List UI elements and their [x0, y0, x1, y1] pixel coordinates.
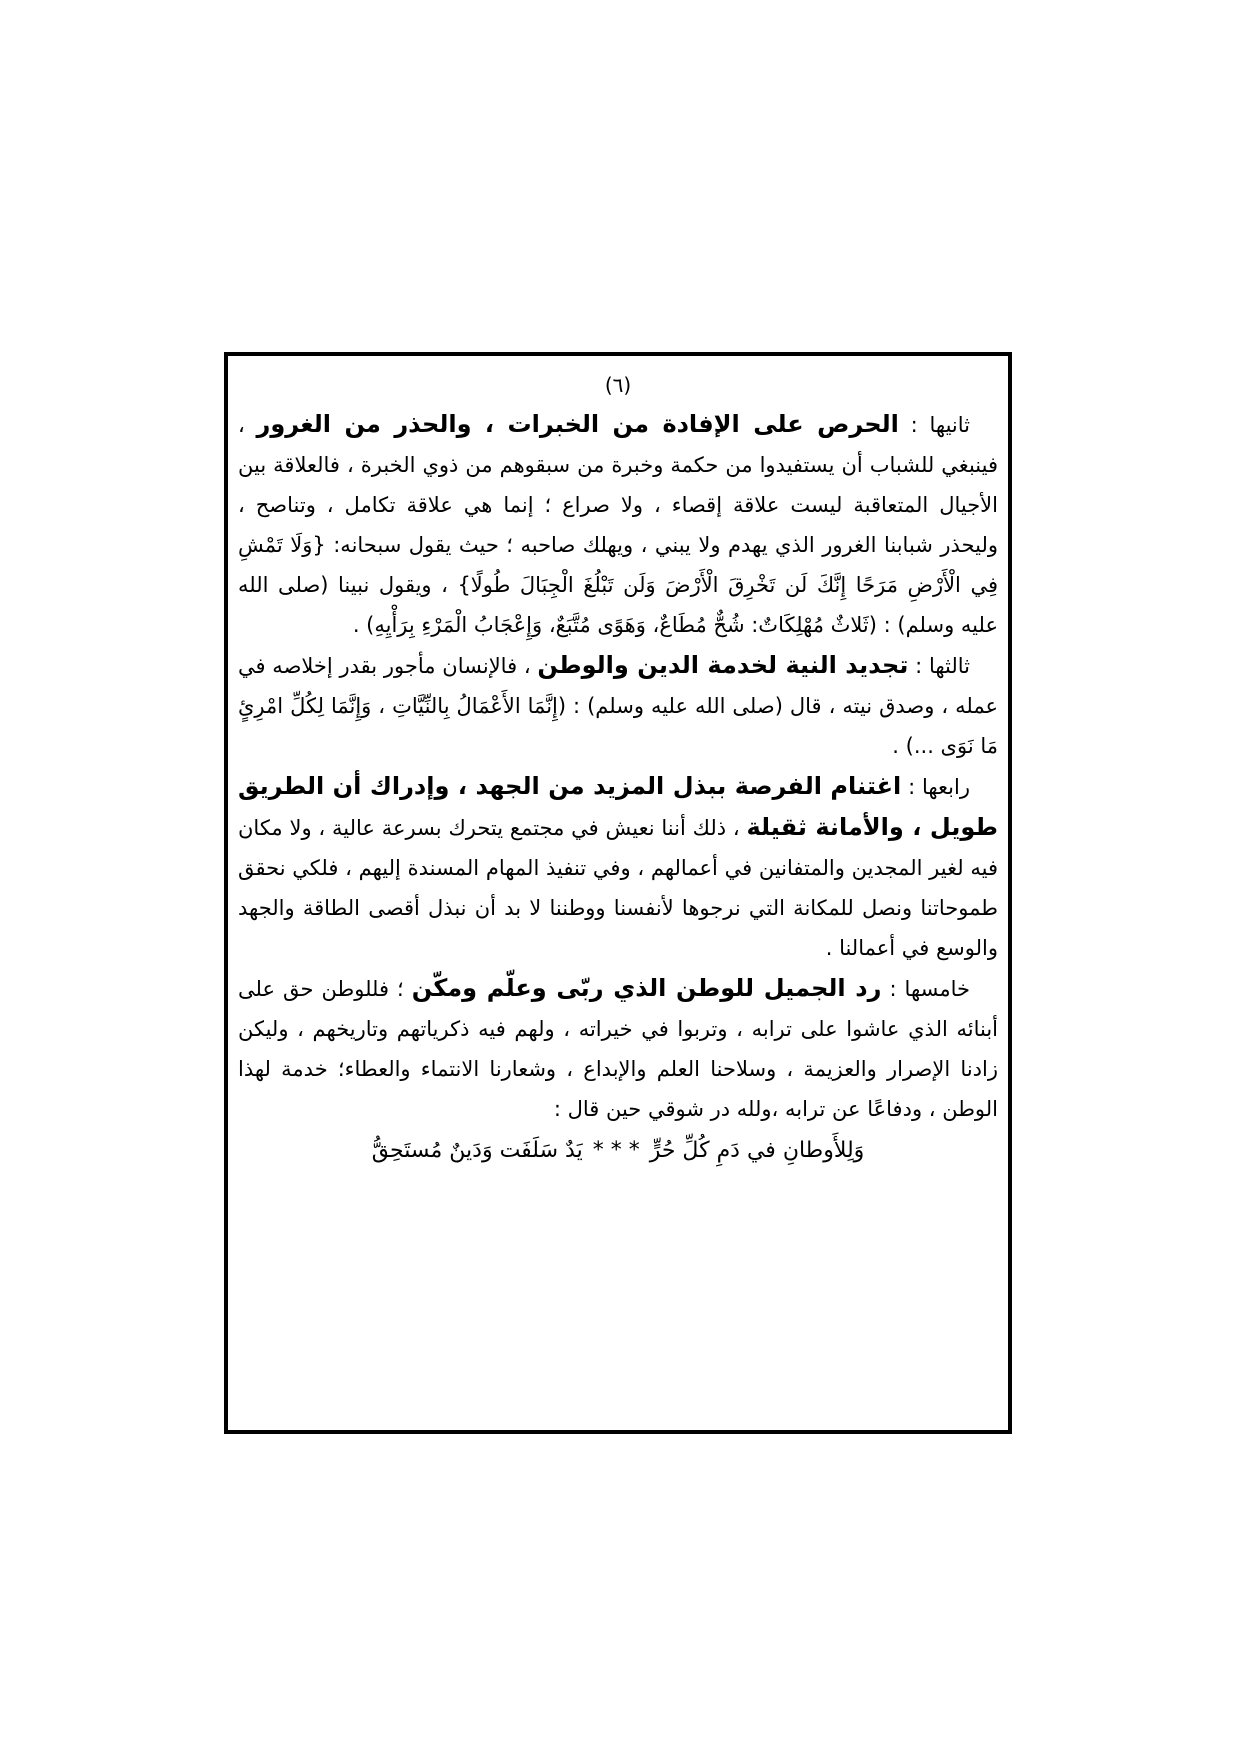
section-third-heading: تجديد النية لخدمة الدين والوطن	[537, 651, 909, 679]
section-second-body: ، فينبغي للشباب أن يستفيدوا من حكمة وخبرة من سبقوهم من ذوي الخبرة ، فالعلاقة بين الأجيال المتعاقبة ليست علاقة إقصاء ، ولا صراع ؛ إنما هي علاقة تكامل ، وتناصح ، وليحذر شبابنا الغرور الذي يهدم ولا يبني ، ويهلك صاحبه ؛ حيث يقول سبحانه: {وَلَا تَمْشِ فِي الْأَرْضِ مَرَحًا إِنَّكَ لَن تَخْرِقَ الْأَرْضَ وَلَن تَبْلُغَ الْجِبَالَ طُولًا} ، ويقول نبينا (صلى الله عليه وسلم) : (ثَلاثٌ مُهْلِكَاتٌ: شُحٌّ مُطَاعٌ، وَهَوًى مُتَّبَعٌ، وَإِعْجَابُ الْمَرْءِ بِرَأْيِهِ) .	[238, 413, 998, 637]
section-fourth-intro: رابعها :	[901, 775, 970, 799]
poem-separator: * * *	[592, 1138, 640, 1163]
poem-second-hemistich: يَدٌ سَلَفَت وَدَينٌ مُستَحِقُّ	[371, 1138, 583, 1163]
section-fifth-intro: خامسها :	[881, 977, 970, 1001]
page-number: (٦)	[604, 373, 632, 397]
poem-verse	[238, 1131, 998, 1171]
section-fifth-heading: رد الجميل للوطن الذي ربّى وعلّم ومكّن	[411, 974, 882, 1002]
section-third-body: ، فالإنسان مأجور بقدر إخلاصه في عمله ، وصدق نيته ، قال (صلى الله عليه وسلم) : (إِنَّمَا الأَعْمَالُ بِالنِّيَّاتِ ، وَإِنَّمَا لِكُلِّ امْرِئٍ مَا نَوَى ...) .	[238, 654, 998, 758]
section-fourth-heading: اغتنام الفرصة ببذل المزيد من الجهد ، وإدراك أن الطريق طويل ، والأمانة ثقيلة	[238, 772, 998, 841]
page-frame	[224, 352, 1012, 1434]
section-third	[238, 645, 998, 766]
section-second-intro: ثانيها :	[898, 413, 971, 437]
section-second-heading: الحرص على الإفادة من الخبرات ، والحذر من الغرور	[256, 410, 899, 438]
poem-first-hemistich: وَلِلأَوطانِ في دَمِ كُلِّ حُرٍّ	[649, 1138, 865, 1163]
section-fourth-body: ، ذلك أننا نعيش في مجتمع يتحرك بسرعة عالية ، ولا مكان فيه لغير المجدين والمتفانين في أعمالهم ، وفي تنفيذ المهام المسندة إليهم ، فلكي نحقق طموحاتنا ونصل للمكانة التي نرجوها لأنفسنا ووطننا لا بد أن نبذل أقصى الطاقة والجهد والوسع في أعمالنا .	[238, 816, 998, 960]
section-third-intro: ثالثها :	[908, 654, 971, 678]
section-fifth-body: ؛ فللوطن حق على أبنائه الذي عاشوا على ترابه ، وتربوا في خيراته ، ولهم فيه ذكرياتهم وتاريخهم ، وليكن زادنا الإصرار والعزيمة ، وسلاحنا العلم والإبداع ، وشعارنا الانتماء والعطاء؛ خدمة لهذا الوطن ، ودفاعًا عن ترابه ،ولله در شوقي حين قال :	[238, 977, 998, 1121]
section-second	[238, 404, 998, 645]
section-fourth	[238, 766, 998, 968]
section-fifth	[238, 968, 998, 1129]
